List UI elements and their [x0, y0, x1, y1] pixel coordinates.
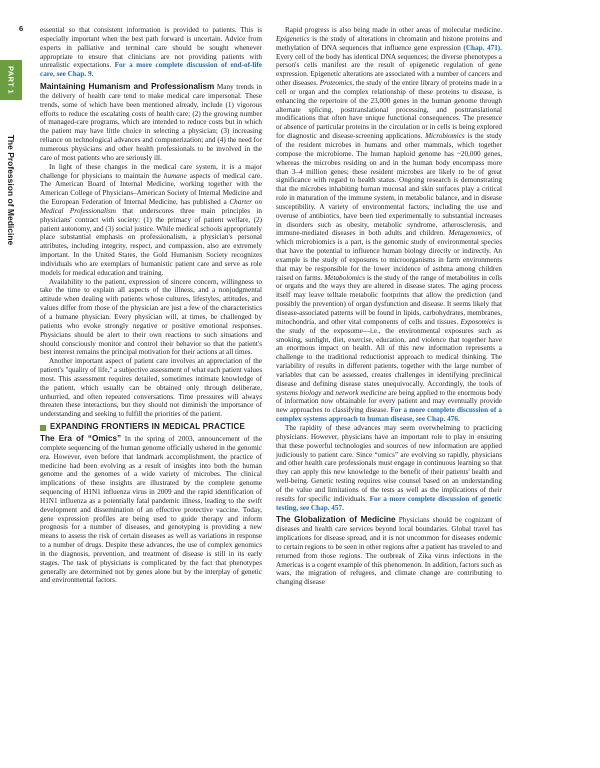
section-running-head: The Profession of Medicine	[6, 134, 16, 246]
chapter-cross-reference[interactable]: For a more complete discussion of end-of-life care, see Chap. 9.	[40, 61, 262, 79]
paragraph: The Globalization of Medicine Physicians should be cognizant of diseases and health care services beyond local boundaries. Global travel has implications for disease spread, and it is not uncommon for diseases endemic to certain regions to be seen in other regions after a patient has traveled to and returned from those regions. The outbreak of Zika virus infections in the Americas is a cogent example of this phenomenon. In addition, factors such as wars, the migration of refugees, and climate change are contributing to changing disease	[276, 515, 502, 587]
paragraph: In light of these changes in the medical care system, it is a major challenge for physicians to maintain the humane aspects of medical care. The American Board of Internal Medicine, working together with the American College of Physicians–American Society of Internal Medicine and the European Federation of Internal Medicine, has published a Charter on Medical Professionalism that underscores three main principles in physicians' contract with society: (1) the primacy of patient welfare, (2) patient autonomy, and (3) social justice. While medical schools appropriately place substantial emphasis on professionalism, a physician's personal attributes, including integrity, respect, and compassion, also are extremely important. In the United States, the Gold Humanism Society recognizes individuals who are exemplars of humanistic patient care and serve as role models for medical education and training.	[40, 162, 263, 277]
chapter-cross-reference[interactable]: For a more complete discussion of a complex systems approach to human disease, see Chap. 476.	[276, 406, 502, 424]
right-column	[276, 26, 502, 587]
subsection-title: Maintaining Humanism and Professionalism	[40, 82, 215, 92]
subsection-title: The Era of “Omics”	[40, 433, 122, 443]
paragraph: Maintaining Humanism and Professionalism Many trends in the delivery of health care tend to make medical care impersonal. These trends, some of which have been mentioned already, include (1) vigorous efforts to reduce the escalating costs of health care; (2) the growing number of managed-care programs, which are intended to reduce costs but in which the patient may have little choice in selecting a physician; (3) increasing reliance on technological advances and computerization; and (4) the need for numerous physicians and other health professionals to be involved in the care of most patients who are seriously ill.	[40, 82, 262, 162]
paragraph: The Era of “Omics” In the spring of 2003, announcement of the complete sequencing of the human genome officially ushered in the genomic era. However, even before that landmark accomplishment, the practice of medicine had been evolving as a result of insights into both the human genome and the genomes of a wide variety of microbes. The clinical implications of these insights are illustrated by the complete genome sequencing of H1N1 influenza virus in 2009 and the rapid identification of H1N1 influenza as a potentially fatal pandemic illness, leading to the swift development and dissemination of an effective protective vaccine. Today, gene expression profiles are being used to guide therapy and inform prognosis for a number of diseases, and genotyping is providing a new means to assess the risk of certain diseases as well as variations in response to a number of drugs. Despite these advances, the use of complex genomics in the diagnosis, prevention, and treatment of disease is still in its early stages. The task of physicians is complicated by the fact that phenotypes generally are determined not by genes alone but by the interplay of genetic and environmental factors.	[40, 433, 263, 585]
paragraph: The rapidity of these advances may seem overwhelming to practicing physicians. However, physicians have an important role to play in ensuring that these powerful technologies and sources of new information are applied judiciously to patient care. Since “omics” are evolving so rapidly, physicians and other health care professionals must engage in continuous learning so that they can apply this new knowledge to the benefit of their patients' health and well-being. Genetic testing requires wise counsel based on an understanding of the value and limitations of the tests as well as the implications of their results for specific individuals. For a more complete discussion of genetic testing, see Chap. 457.	[276, 423, 502, 512]
paragraph: Another important aspect of patient care involves an appreciation of the patient's "quality of life," a subjective assessment of what each patient values most. This assessment requires detailed, sometimes intimate knowledge of the patient, which usually can be obtained only through deliberate, unhurried, and often repeated conversations. Time pressures will always threaten these interactions, but they should not diminish the importance of understanding and seeking to fulfill the priorities of the patient.	[40, 357, 262, 419]
paragraph: Availability to the patient, expression of sincere concern, willingness to take the time to explain all aspects of the illness, and a nonjudgmental attitude when dealing with patients whose cultures, lifestyles, attitudes, and values differ from those of the physician are just a few of the characteristics of a humane physician. Every physician will, at times, be challenged by patients who evoke strongly negative or positive emotional responses. Physicians should be alert to their own reactions to such situations and should consciously monitor and control their behavior so that the patient's best interest remains the principal motivation for their actions at all times.	[40, 277, 262, 357]
subsection-title: The Globalization of Medicine	[276, 515, 396, 525]
part-tab-label: PART 1	[6, 66, 16, 94]
paragraph: Rapid progress is also being made in other areas of molecular medicine. Epigenetics is the study of alterations in chromatin and histone proteins and methylation of DNA sequences that influence gene expression (Chap. 471). Every cell of the body has identical DNA sequences; the diverse phenotypes a person's cells manifest are the result of epigenetic regulation of gene expression. Epigenetic alterations are associated with a number of cancers and other diseases. Proteomics, the study of the entire library of proteins made in a cell or organ and the complex relationship of these proteins to disease, is enhancing the repertoire of the 23,000 genes in the human genome through alternate splicing, posttranslational processing, and posttranslational modifications that often have unique functional consequences. The presence or absence of particular proteins in the circulation or in cells is being explored for diagnostic and disease-screening applications. Microbiomics is the study of the resident microbes in humans and other mammals, which together compose the microbiome. The human haploid genome has ~20,000 genes, whereas the microbes residing on and in the human body encompass more than 3–4 million genes; these resident microbes are likely to be of great significance with regard to health status. Ongoing research is demonstrating that the microbes inhabiting human mucosal and skin surfaces play a critical role in maturation of the immune system, in metabolic balance, and in disease susceptibility. A variety of environmental factors, including the use and overuse of antibiotics, have been tied experimentally to substantial increases in disorders such as obesity, metabolic syndrome, atherosclerosis, and immune-mediated diseases in both adults and children. Metagenomics, of which microbiomics is a part, is the genomic study of environmental species that have the potential to influence human biology directly or indirectly. An example is the study of exposures to microorganisms in farm environments that may be responsible for the lower incidence of asthma among children raised on farms. Metabolomics is the study of the range of metabolites in cells or organs and the ways they are altered in disease states. The aging process itself may leave telltale metabolic footprints that allow the prediction (and possibly the prevention) of organ dysfunction and disease. It seems likely that disease-associated patterns will be found in lipids, carbohydrates, membranes, mitochondria, and other vital components of cells and tissues. Exposomics is the study of the exposome—i.e., the environmental exposures such as smoking, sunlight, diet, exercise, education, and violence that together have an enormous impact on health. All of this new information represents a challenge to the traditional reductionist approach to medical thinking. The variability of results in different patients, together with the large number of variables that can be assessed, creates challenges in identifying preclinical disease and defining disease states unequivocally. Accordingly, the tools of systems biology and network medicine are being applied to the enormous body of information now obtainable for every patient and may eventually provide new approaches to classifying disease. For a more complete discussion of a complex systems approach to human disease, see Chap. 476.	[276, 26, 503, 424]
paragraph: essential so that consistent information is provided to patients. This is especially important when the best path forward is uncertain. Advice from experts in palliative and terminal care should be sought whenever appropriate to ensure that clinicians are not providing patients with unrealistic expectations. For a more complete discussion of end-of-life care, see Chap. 9.	[40, 26, 262, 79]
section-marker-icon	[40, 425, 46, 431]
left-column	[40, 26, 262, 585]
page-number: 6	[19, 24, 24, 33]
chapter-cross-reference[interactable]: For a more complete discussion of genetic testing, see Chap. 457.	[276, 494, 502, 512]
section-heading: EXPANDING FRONTIERS IN MEDICAL PRACTICE	[40, 423, 262, 432]
chapter-cross-reference[interactable]: (Chap. 471).	[463, 43, 502, 52]
